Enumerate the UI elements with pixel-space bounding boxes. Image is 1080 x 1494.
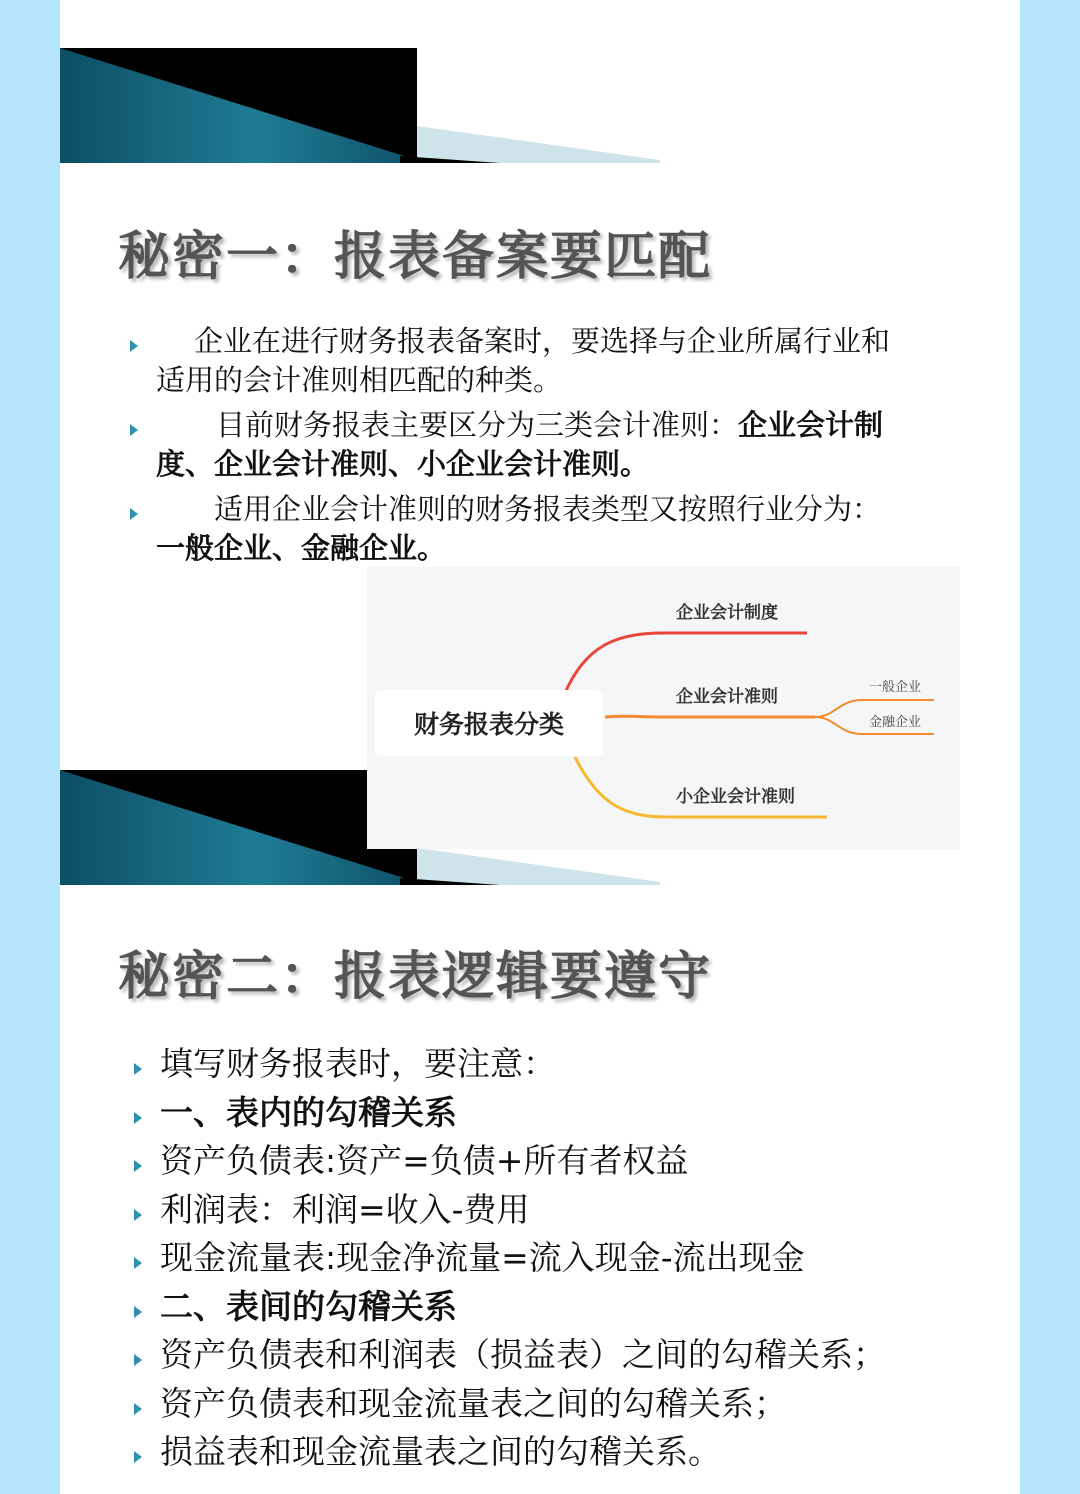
slide-2 xyxy=(60,770,1020,1494)
mindmap-node: 小企业会计准则 xyxy=(676,787,795,807)
triangle-bullet-icon xyxy=(134,1403,142,1415)
list-item: 填写财务报表时，要注意： xyxy=(132,1040,992,1089)
triangle-bullet-icon xyxy=(134,1451,142,1463)
list-item: 资产负债表和利润表（损益表）之间的勾稽关系； xyxy=(132,1331,992,1380)
mindmap-node: 企业会计制度 xyxy=(676,603,778,623)
slide-1-title: 秘密一：报表备案要匹配 xyxy=(118,227,713,287)
list-item: 现金流量表:现金净流量=流入现金-流出现金 xyxy=(132,1234,992,1283)
slide-2-title: 秘密二：报表逻辑要遵守 xyxy=(118,947,713,1007)
mindmap-node: 企业会计准则 xyxy=(676,687,778,707)
triangle-bullet-icon xyxy=(130,340,138,352)
triangle-bullet-icon xyxy=(134,1354,142,1366)
list-item: 二、表间的勾稽关系 xyxy=(132,1283,992,1332)
triangle-bullet-icon xyxy=(134,1063,142,1075)
mindmap-diagram xyxy=(367,567,960,849)
list-item: 资产负债表和现金流量表之间的勾稽关系； xyxy=(132,1380,992,1429)
list-item: 企业在进行财务报表备案时，要选择与企业所属行业和 适用的会计准则相匹配的种类。 xyxy=(130,322,970,400)
mindmap-leaf: 一般企业 xyxy=(869,680,922,695)
list-item: 损益表和现金流量表之间的勾稽关系。 xyxy=(132,1428,992,1477)
slide-2-bullets xyxy=(132,1040,992,1477)
triangle-bullet-icon xyxy=(130,424,138,436)
list-item: 一、表内的勾稽关系 xyxy=(132,1089,992,1138)
decorative-banner xyxy=(60,48,660,163)
branch-line-2 xyxy=(605,716,815,717)
list-item: 目前财务报表主要区分为三类会计准则：企业会计制 度、企业会计准则、小企业会计准则。 xyxy=(130,406,970,484)
slide-1-bullets xyxy=(130,322,970,574)
mindmap-root: 财务报表分类 xyxy=(375,690,603,756)
mindmap-leaf: 金融企业 xyxy=(869,715,922,730)
triangle-bullet-icon xyxy=(134,1160,142,1172)
document-page xyxy=(60,0,1020,1494)
list-item: 适用企业会计准则的财务报表类型又按照行业分为： 一般企业、金融企业。 xyxy=(130,490,970,568)
triangle-bullet-icon xyxy=(134,1257,142,1269)
list-item: 资产负债表:资产=负债+所有者权益 xyxy=(132,1137,992,1186)
triangle-bullet-icon xyxy=(134,1112,142,1124)
list-item: 利润表：利润=收入-费用 xyxy=(132,1186,992,1235)
triangle-bullet-icon xyxy=(130,508,138,520)
triangle-bullet-icon xyxy=(134,1209,142,1221)
triangle-bullet-icon xyxy=(134,1306,142,1318)
